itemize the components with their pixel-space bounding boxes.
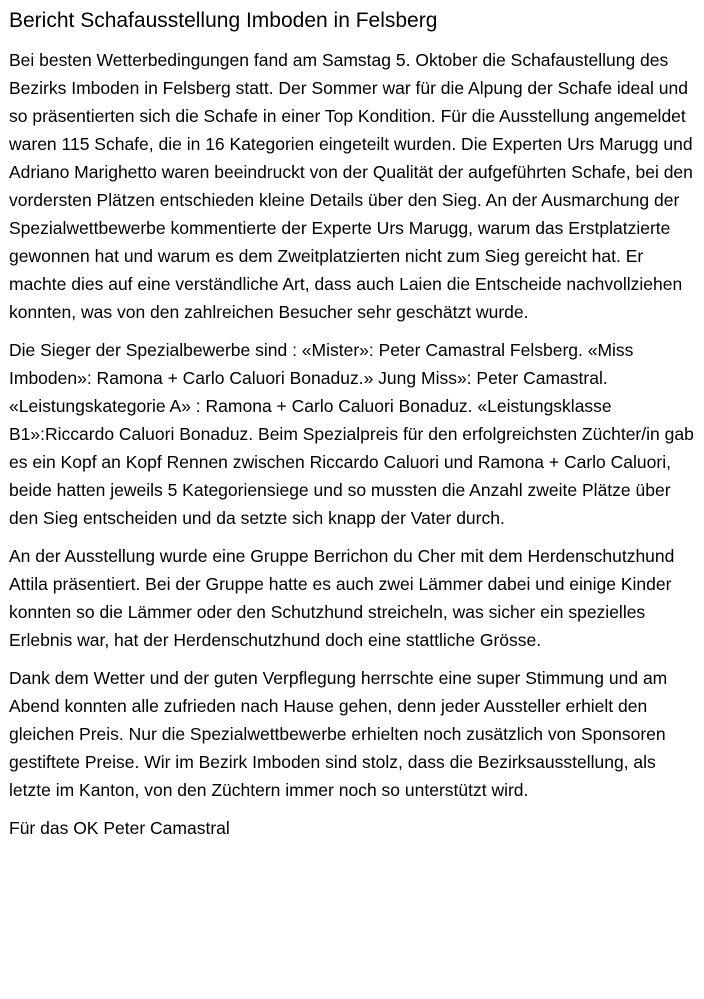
signature-line: Für das OK Peter Camastral — [9, 818, 230, 838]
paragraph-exhibition-report: Bei besten Wetterbedingungen fand am Samstag 5. Oktober die Schafaustellung des Bezirks Imboden in Felsberg statt. Der Sommer war für die Alpung der Schafe ideal und so präsentierten sich die Schafe in einer Top Kondition. Für die Ausstellung angemeldet waren 115 Schafe, die in 16 Kategorien eingeteilt wurden. Die Experten Urs Marugg und Adriano Marighetto waren beeindruckt von der Qualität der aufgeführten Schafe, bei den vordersten Plätzen entschieden kleine Details über den Sieg. An der Ausmarchung der Spezialwettbewerbe kommentierte der Experte Urs Marugg, warum das Erstplatzierte gewonnen hat und warum es dem Zweitplatzierten nicht zum Sieg gereicht hat. Er machte dies auf eine verständliche Art, dass auch Laien die Entscheide nachvollziehen konnten, was von den zahlreichen Besucher sehr geschätzt wurde. — [9, 50, 693, 322]
paragraph-winners: Die Sieger der Spezialbewerbe sind : «Mister»: Peter Camastral Felsberg. «Miss Imboden»: Ramona + Carlo Caluori Bonaduz.» Jung Miss»: Peter Camastral. «Leistungskategorie A» : Ramona + Carlo Caluori Bonaduz. «Leistungsklasse B1»:Riccardo Caluori Bonaduz. Beim Spezialpreis für den erfolgreichsten Züchter/in gab es ein Kopf an Kopf Rennen zwischen Riccardo Caluori und Ramona + Carlo Caluori, beide hatten jeweils 5 Kategoriensiege und so mussten die Anzahl zweite Plätze über den Sieg entscheiden und da setzte sich knapp der Vater durch. — [9, 340, 694, 528]
document-title: Bericht Schafausstellung Imboden in Felsberg — [9, 9, 438, 32]
paragraph-berrichon-group: An der Ausstellung wurde eine Gruppe Berrichon du Cher mit dem Herdenschutzhund Attila präsentiert. Bei der Gruppe hatte es auch zwei Lämmer dabei und einige Kinder konnten so die Lämmer oder den Schutzhund streicheln, was sicher ein spezielles Erlebnis war, hat der Herdenschutzhund doch eine stattliche Grösse. — [9, 546, 675, 650]
paragraph-closing: Dank dem Wetter und der guten Verpflegung herrschte eine super Stimmung und am Abend konnten alle zufrieden nach Hause gehen, denn jeder Aussteller erhielt den gleichen Preis. Nur die Spezialwettbewerbe erhielten noch zusätzlich von Sponsoren gestiftete Preise. Wir im Bezirk Imboden sind stolz, dass die Bezirksausstellung, als letzte im Kanton, von den Züchtern immer noch so unterstützt wird. — [9, 668, 668, 800]
